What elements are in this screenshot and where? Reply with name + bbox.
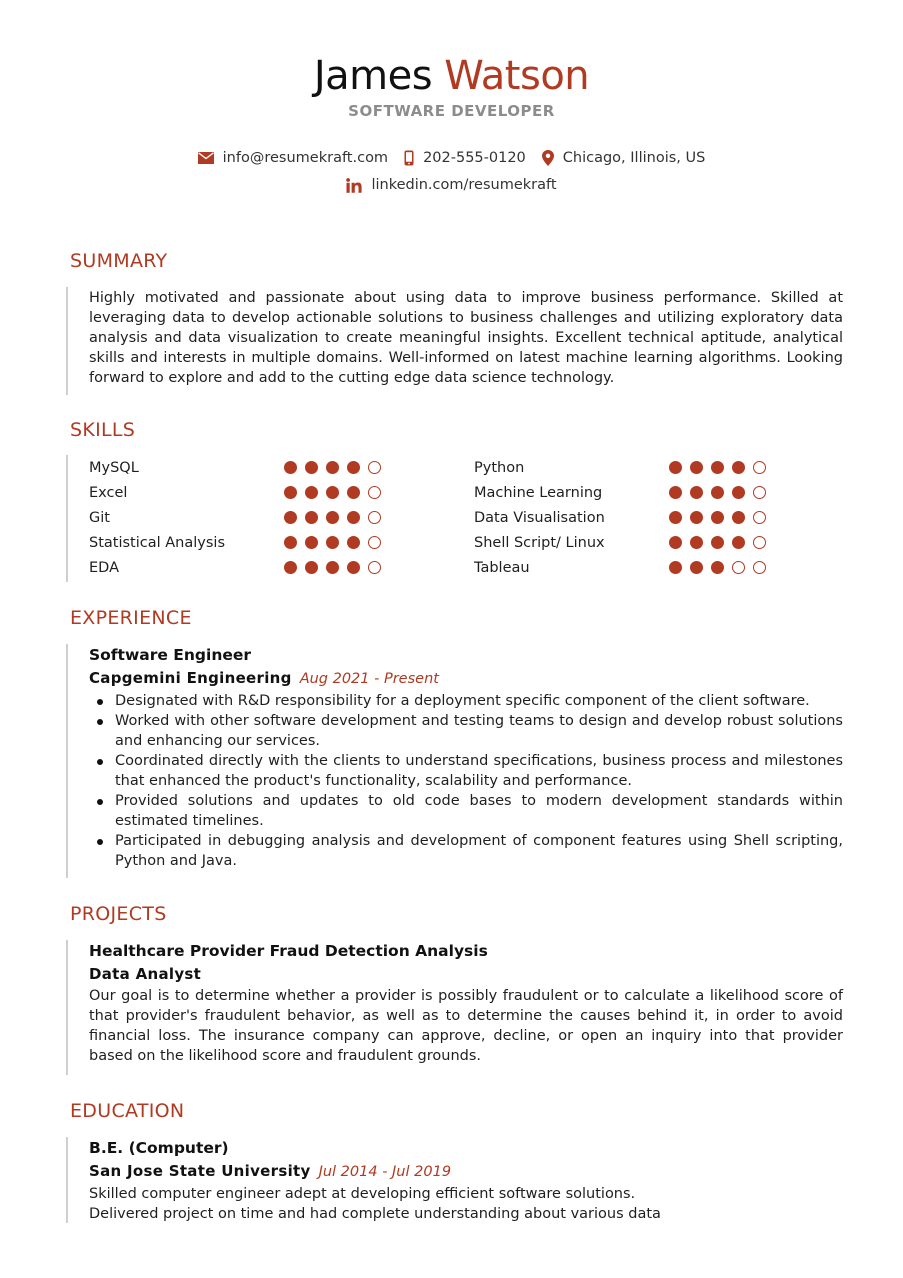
rating-dot-filled-icon [305, 561, 318, 574]
rating-dot-filled-icon [326, 536, 339, 549]
rating-dot-filled-icon [305, 486, 318, 499]
email-text: info@resumekraft.com [222, 150, 389, 166]
skill-row [89, 530, 474, 555]
skill-rating [284, 536, 389, 549]
projects-section [66, 940, 843, 1075]
skill-rating [669, 511, 774, 524]
rating-dot-filled-icon [690, 561, 703, 574]
rating-dot-empty-icon [753, 461, 766, 474]
rating-dot-filled-icon [284, 461, 297, 474]
skills-heading: SKILLS [70, 419, 136, 441]
skill-rating [284, 486, 389, 499]
rating-dot-empty-icon [368, 561, 381, 574]
rating-dot-empty-icon [732, 561, 745, 574]
last-name: Watson [444, 53, 590, 99]
skill-name: MySQL [89, 459, 139, 476]
rating-dot-filled-icon [669, 561, 682, 574]
skill-rating [669, 536, 774, 549]
school-line [89, 1159, 843, 1184]
resume-header [0, 52, 903, 120]
skill-row [474, 505, 844, 530]
job-role: SOFTWARE DEVELOPER [348, 102, 555, 120]
rating-dot-filled-icon [347, 511, 360, 524]
rating-dot-empty-icon [753, 511, 766, 524]
rating-dot-filled-icon [326, 486, 339, 499]
rating-dot-filled-icon [326, 461, 339, 474]
experience-bullets [89, 691, 843, 871]
rating-dot-filled-icon [305, 461, 318, 474]
skill-row [474, 530, 844, 555]
job-dates: Aug 2021 - Present [299, 671, 439, 687]
skill-rating [669, 486, 774, 499]
rating-dot-filled-icon [711, 561, 724, 574]
school-name: San Jose State University [89, 1162, 311, 1180]
rating-dot-filled-icon [690, 461, 703, 474]
company-name: Capgemini Engineering [89, 669, 292, 687]
rating-dot-filled-icon [732, 486, 745, 499]
rating-dot-filled-icon [690, 511, 703, 524]
rating-dot-filled-icon [711, 511, 724, 524]
summary-section [66, 287, 843, 395]
rating-dot-empty-icon [368, 486, 381, 499]
linkedin-icon [346, 178, 362, 193]
rating-dot-filled-icon [326, 561, 339, 574]
education-line: Skilled computer engineer adept at developing efficient software solutions. [89, 1186, 636, 1202]
job-title: Software Engineer [89, 646, 252, 664]
skill-name: Statistical Analysis [89, 534, 225, 551]
location-item [542, 150, 706, 166]
rating-dot-empty-icon [753, 486, 766, 499]
skill-rating [669, 461, 774, 474]
list-item: Provided solutions and updates to old code bases to modern development standards within estimated timelines. [89, 791, 843, 831]
education-dates: Jul 2014 - Jul 2019 [318, 1164, 452, 1180]
rating-dot-filled-icon [284, 486, 297, 499]
rating-dot-filled-icon [669, 536, 682, 549]
project-role: Data Analyst [89, 965, 202, 983]
experience-section [66, 644, 843, 878]
skill-name: Data Visualisation [474, 509, 605, 526]
rating-dot-filled-icon [347, 536, 360, 549]
skill-name: Tableau [474, 559, 530, 576]
company-line [89, 666, 843, 691]
rating-dot-filled-icon [669, 511, 682, 524]
location-text: Chicago, Illinois, US [562, 150, 706, 166]
skill-row [474, 455, 844, 480]
rating-dot-filled-icon [326, 511, 339, 524]
rating-dot-filled-icon [347, 461, 360, 474]
skill-name: Git [89, 509, 110, 526]
project-description: Our goal is to determine whether a provider is possibly fraudulent or to calculate a likelihood score of that provider's fraudulent behavior, as well as to determine the causes behind it, in order to avoid financial loss. The insurance company can approve, decline, or open an inquiry into that provider based on the likelihood score and fraudulent grounds. [89, 988, 843, 1064]
skill-row [474, 480, 844, 505]
education-section [66, 1137, 843, 1223]
first-name: James [313, 53, 433, 99]
skill-rating [284, 511, 389, 524]
rating-dot-filled-icon [305, 511, 318, 524]
rating-dot-filled-icon [347, 561, 360, 574]
rating-dot-empty-icon [753, 536, 766, 549]
experience-heading: EXPERIENCE [70, 607, 192, 629]
contact-row-2 [0, 177, 903, 193]
skill-row [89, 505, 474, 530]
rating-dot-empty-icon [368, 511, 381, 524]
skill-name: Shell Script/ Linux [474, 534, 605, 551]
linkedin-text: linkedin.com/resumekraft [371, 177, 557, 193]
project-title: Healthcare Provider Fraud Detection Analysis [89, 942, 488, 960]
list-item: Participated in debugging analysis and development of component features using Shell scripting, Python and Java. [89, 831, 843, 871]
rating-dot-filled-icon [690, 486, 703, 499]
degree-title: B.E. (Computer) [89, 1139, 229, 1157]
skill-row [89, 455, 474, 480]
project-role-line [89, 962, 843, 986]
rating-dot-filled-icon [284, 536, 297, 549]
education-heading: EDUCATION [70, 1100, 185, 1122]
skill-name: EDA [89, 559, 119, 576]
list-item: Worked with other software development and testing teams to design and develop robust solutions and enhancing our services. [89, 711, 843, 751]
list-item: Designated with R&D responsibility for a deployment specific component of the client software. [89, 691, 843, 711]
rating-dot-filled-icon [732, 536, 745, 549]
rating-dot-filled-icon [711, 536, 724, 549]
rating-dot-filled-icon [732, 461, 745, 474]
education-line: Delivered project on time and had complete understanding about various data [89, 1206, 661, 1222]
contact-row [0, 150, 903, 166]
rating-dot-filled-icon [711, 461, 724, 474]
skill-row [89, 555, 474, 580]
skill-name: Python [474, 459, 525, 476]
map-pin-icon [542, 150, 554, 166]
skill-row [474, 555, 844, 580]
skills-grid [89, 455, 843, 580]
skill-rating [669, 561, 774, 574]
rating-dot-filled-icon [305, 536, 318, 549]
rating-dot-filled-icon [669, 461, 682, 474]
rating-dot-filled-icon [690, 536, 703, 549]
rating-dot-filled-icon [711, 486, 724, 499]
email-item[interactable] [198, 150, 388, 166]
skill-rating [284, 461, 389, 474]
candidate-name [0, 52, 903, 100]
rating-dot-filled-icon [347, 486, 360, 499]
phone-icon [404, 150, 414, 166]
list-item: Coordinated directly with the clients to understand specifications, business process and milestones that enhanced the product's functionality, scalability and performance. [89, 751, 843, 791]
summary-heading: SUMMARY [70, 250, 168, 272]
linkedin-item[interactable] [346, 177, 556, 193]
envelope-icon [198, 152, 214, 164]
phone-text: 202-555-0120 [423, 150, 526, 166]
rating-dot-filled-icon [732, 511, 745, 524]
summary-text: Highly motivated and passionate about using data to improve business performance. Skilled at leveraging data to develop actionable solutions to business challenges and utilizing exploratory data analysis and data visualization to create meaningful insights. Excellent technical aptitude, analytical skills and interests in multiple domains. Well-informed on latest machine learning algorithms. Looking forward to explore and add to the cutting edge data science technology. [89, 290, 843, 386]
rating-dot-empty-icon [368, 536, 381, 549]
rating-dot-empty-icon [368, 461, 381, 474]
rating-dot-empty-icon [753, 561, 766, 574]
skill-name: Machine Learning [474, 484, 603, 501]
skill-row [89, 480, 474, 505]
phone-item[interactable] [404, 150, 526, 166]
rating-dot-filled-icon [669, 486, 682, 499]
skills-section [66, 455, 843, 582]
skill-name: Excel [89, 484, 128, 501]
rating-dot-filled-icon [284, 561, 297, 574]
projects-heading: PROJECTS [70, 903, 167, 925]
skill-rating [284, 561, 389, 574]
rating-dot-filled-icon [284, 511, 297, 524]
